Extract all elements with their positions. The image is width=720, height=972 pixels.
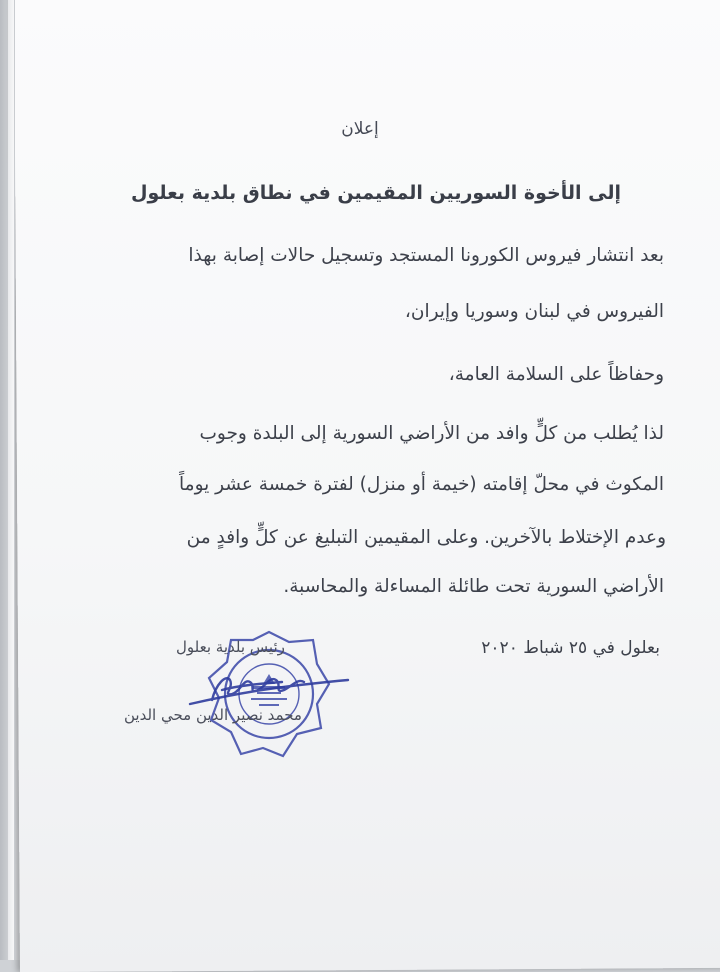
body-line-5: المكوث في محلّ إقامته (خيمة أو منزل) لفترة خمسة عشر يوماً xyxy=(179,474,664,495)
document-subheading: إلى الأخوة السوريين المقيمين في نطاق بلدية بعلول xyxy=(131,182,621,204)
signatory-name: محمد نصير الدين محي الدين xyxy=(124,706,302,724)
signatory-title: رئيس بلدية بعلول xyxy=(176,638,285,656)
document-heading: إعلان xyxy=(341,119,379,139)
body-line-7: الأراضي السورية تحت طائلة المساءلة والمحاسبة. xyxy=(283,576,664,597)
body-line-6: وعدم الإختلاط بالآخرين. وعلى المقيمين التبليغ عن كلٍّ وافدٍ من xyxy=(186,527,666,548)
body-line-2: الفيروس في لبنان وسوريا وإيران، xyxy=(404,301,664,322)
body-line-1: بعد انتشار فيروس الكورونا المستجد وتسجيل حالات إصابة بهذا xyxy=(188,245,664,266)
body-line-4: لذا يُطلب من كلٍّ وافد من الأراضي السورية إلى البلدة وجوب xyxy=(199,423,664,444)
date-line: بعلول في ٢٥ شباط ٢٠٢٠ xyxy=(481,638,660,658)
body-line-3: وحفاظاً على السلامة العامة، xyxy=(448,364,664,385)
